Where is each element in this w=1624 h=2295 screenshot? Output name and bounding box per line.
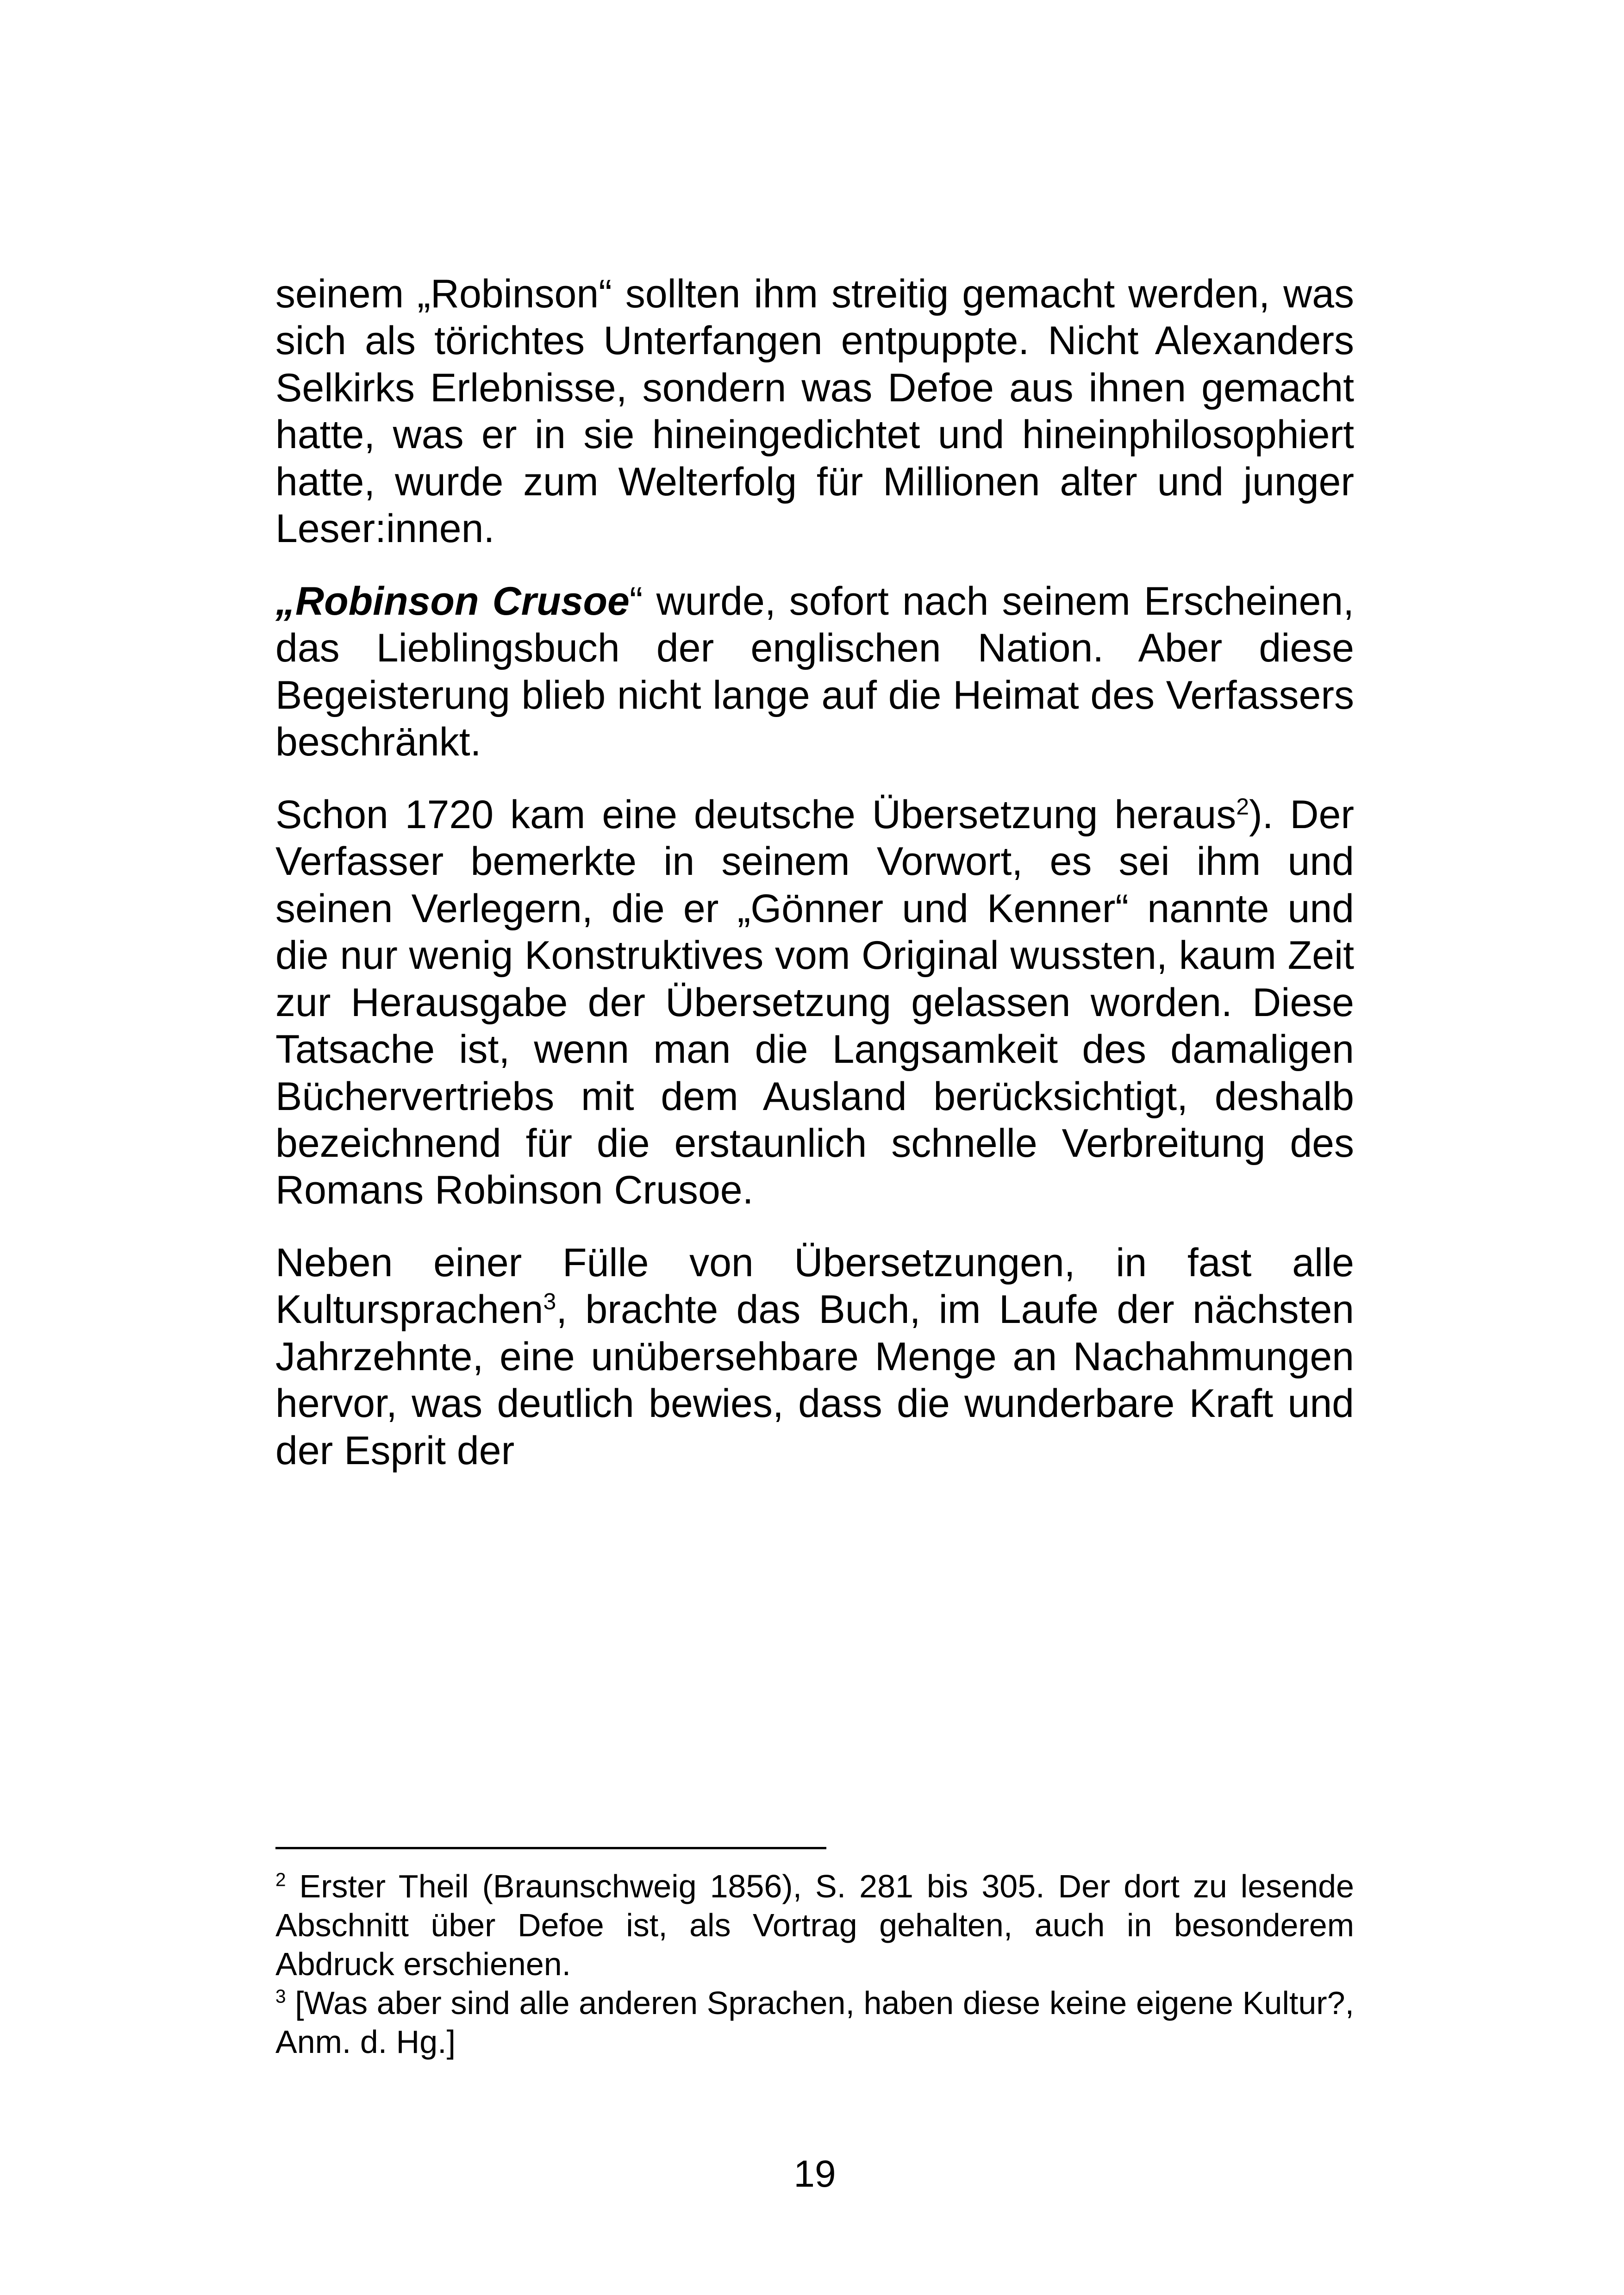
paragraph-4-text-a: Neben einer Fülle von Übersetzungen, in fast alle Kultursprachen [275,1240,1354,1332]
paragraph-2-text: “ wurde, sofort nach seinem Erscheinen, das Lieblingsbuch der englischen Nation. Aber diese Begeisterung blieb nicht lange auf die Heimat des Verfassers beschränkt. [275,579,1354,765]
footnote-ref-2: 2 [1236,793,1249,820]
paragraph-3-text-b: ). Der Verfasser bemerkte in seinem Vorwort, es sei ihm und seinen Verlegern, die er „Gönner und Kenner“ nannte und die nur wenig Konstruktives vom Original wussten, kaum Zeit zur Herausgabe der Übersetzung gelassen worden. Diese Tatsache ist, wenn man die Langsamkeit des damaligen Büchervertriebs mit dem Ausland berücksichtigt, deshalb bezeichnend für die erstaunlich schnelle Verbreitung des Romans Robinson Crusoe. [275,792,1355,1213]
footnote-2-text: Erster Theil (Braunschweig 1856), S. 281 bis 305. Der dort zu lesende Abschnitt über Defoe ist, als Vortrag gehalten, auch in besonderem Abdruck erschienen. [275,1868,1354,1982]
footnote-2-marker: 2 [275,1869,286,1890]
paragraph-1-text: seinem „Robinson“ sollten ihm streitig gemacht werden, was sich als törichtes Unterfangen entpuppte. Nicht Alexanders Selkirks Erlebnisse, sondern was Defoe aus ihnen gemacht hatte, was er in sie hineingedichtet und hineinphilosophiert hatte, wurde zum Welterfolg für Millionen alter und junger Leser:innen. [275,272,1354,551]
paragraph-4-text-b: , brachte das Buch, im Laufe der nächsten Jahrzehnte, eine unübersehbare Menge an Nachahmungen hervor, was deutlich bewies, dass die wunderbare Kraft und der Esprit der [275,1287,1354,1473]
page-number: 19 [793,2153,836,2195]
robinson-crusoe-title: „Robinson Crusoe [275,579,630,624]
footnotes-section [275,1847,1354,2061]
text-block [275,271,1354,1500]
paragraph-4 [275,1240,1354,1474]
footnote-2 [275,1867,1354,1983]
footnote-3-marker: 3 [275,1985,286,2007]
paragraph-1 [275,271,1354,553]
footnote-3 [275,1983,1354,2061]
paragraph-3-text-a: Schon 1720 kam eine deutsche Übersetzung heraus [275,792,1237,837]
footnote-separator [275,1847,826,1849]
footnote-ref-3: 3 [543,1288,556,1315]
paragraph-2 [275,578,1354,766]
footnote-3-text: [Was aber sind alle anderen Sprachen, haben diese keine eigene Kultur?, Anm. d. Hg.] [275,1985,1354,2060]
paragraph-3 [275,792,1354,1214]
